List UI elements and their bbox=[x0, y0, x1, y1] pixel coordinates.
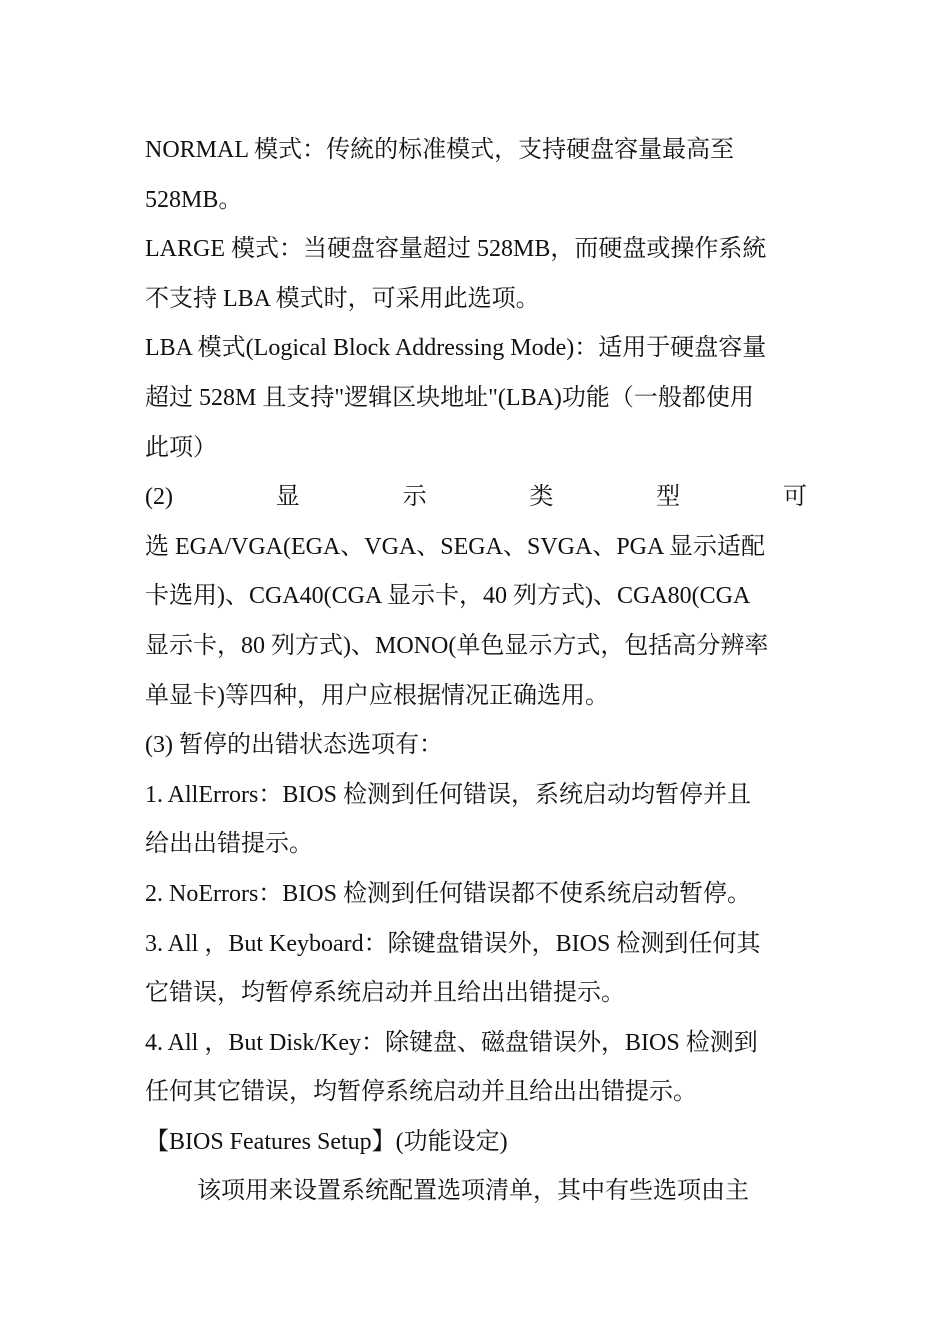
text-line: 给出出错提示。 bbox=[145, 831, 313, 858]
heading-char: 类 bbox=[529, 484, 554, 511]
text-line: 卡选用)、CGA40(CGA 显示卡，40 列方式)、CGA80(CGA bbox=[145, 583, 751, 610]
text-line: 此项） bbox=[145, 434, 217, 461]
heading-char: 显 bbox=[275, 484, 300, 511]
text-line: 选 EGA/VGA(EGA、VGA、SEGA、SVGA、PGA 显示适配 bbox=[145, 533, 766, 560]
text-line: 任何其它错误，均暂停系统启动并且给出出错提示。 bbox=[145, 1079, 697, 1106]
text-line: 3. All ，But Keyboard：除键盘错误外，BIOS 检测到任何其 bbox=[145, 930, 761, 957]
text-line: 4. All ，But Disk/Key：除键盘、磁盘错误外，BIOS 检测到 bbox=[145, 1029, 758, 1056]
display-type-heading bbox=[145, 473, 807, 523]
text-line: NORMAL 模式：传統的标准模式，支持硬盘容量最高至 bbox=[145, 137, 735, 163]
section-heading: 【BIOS Features Setup】(功能设定) bbox=[145, 1128, 508, 1155]
text-line: 显示卡，80 列方式)、MONO(单色显示方式，包括高分辨率 bbox=[145, 632, 769, 659]
heading-char: 型 bbox=[656, 484, 681, 511]
document-body bbox=[145, 126, 807, 1217]
text-line: (3) 暂停的出错状态选项有： bbox=[145, 732, 443, 759]
text-line: 2. NoErrors：BIOS 检测到任何错误都不使系统启动暂停。 bbox=[145, 880, 751, 907]
text-line: 超过 528M 且支持"逻辑区块地址"(LBA)功能（一般都使用 bbox=[145, 384, 754, 411]
heading-char: 可 bbox=[782, 484, 807, 511]
text-line: 它错误，均暂停系统启动并且给出出错提示。 bbox=[145, 980, 625, 1007]
heading-char: 示 bbox=[402, 484, 427, 511]
text-line: 不支持 LBA 模式时，可采用此选项。 bbox=[145, 285, 540, 312]
text-line: 1. AllErrors：BIOS 检测到任何错误，系统启动均暂停并且 bbox=[145, 781, 751, 808]
text-line: LARGE 模式：当硬盘容量超过 528MB，而硬盘或操作系統 bbox=[145, 236, 767, 263]
heading-number: (2) bbox=[145, 484, 173, 511]
text-line: LBA 模式(Logical Block Addressing Mode)：适用于硬盘容量 bbox=[145, 335, 767, 362]
text-line: 单显卡)等四种，用户应根据情况正确选用。 bbox=[145, 682, 609, 709]
text-line: 528MB。 bbox=[145, 186, 243, 213]
text-line: 该项用来设置系统配置选项清单，其中有些选项由主 bbox=[197, 1178, 749, 1205]
